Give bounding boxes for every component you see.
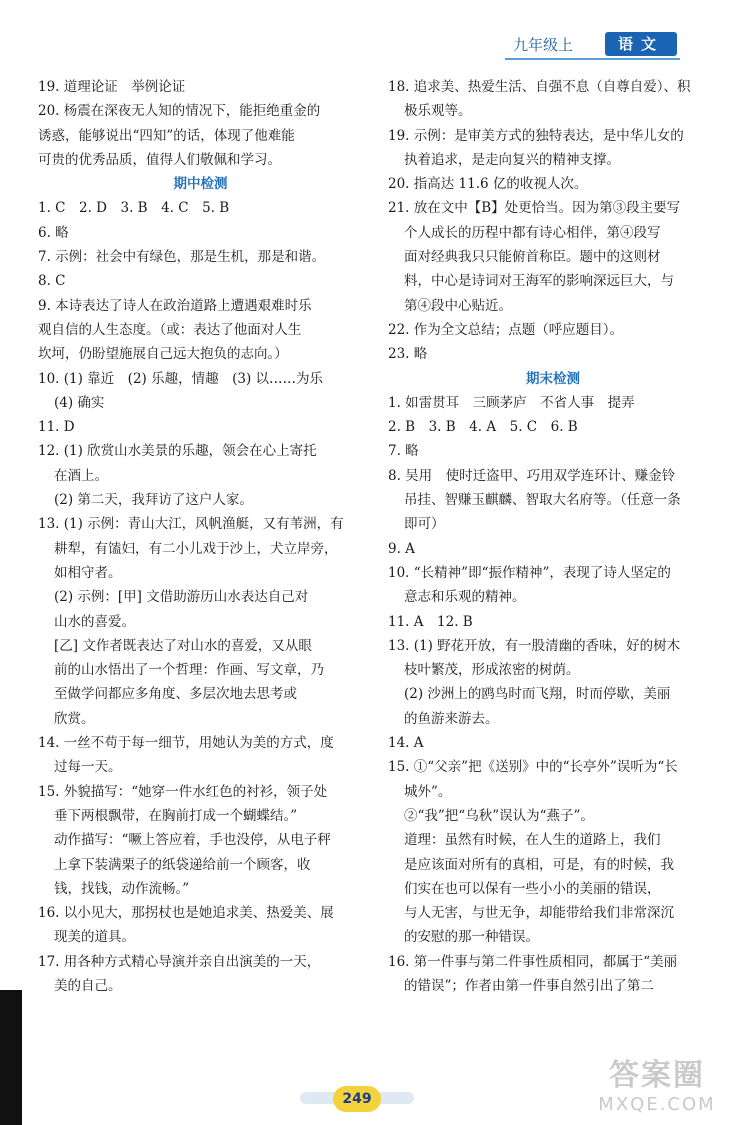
section-heading: 期中检测 — [173, 176, 228, 193]
answer-line: 的鱼游来游去。 — [404, 710, 499, 727]
section-heading: 期末检测 — [526, 370, 580, 387]
subject-badge: 语文 — [605, 32, 677, 56]
answer-line: 即可） — [404, 516, 445, 533]
answer-line: 动作描写：“噘上答应着，手也没停，从电子秤 — [54, 832, 331, 849]
answer-line: 11. D — [38, 419, 75, 436]
answer-line: 14. 一丝不苟于每一细节，用她认为美的方式，度 — [38, 735, 334, 752]
left-column — [38, 75, 363, 998]
answer-line: ②“我”把“乌秋”误认为“燕子”。 — [404, 807, 594, 824]
answer-line: 面对经典我只只能俯首称臣。题中的这则材 — [404, 249, 661, 266]
answer-line: 1. 如雷贯耳 三顾茅庐 不省人事 提弄 — [388, 394, 635, 411]
page-edge-shadow — [0, 990, 22, 1125]
answer-line: 与人无害，与世无争，却能带给我们非常深沉 — [404, 905, 674, 922]
answer-line: 13. (1) 野花开放，有一股清幽的香味，好的树木 — [388, 637, 681, 654]
watermark-url: MXQE.COM — [598, 1094, 716, 1115]
header-rule — [505, 58, 680, 60]
watermark-logo — [582, 1058, 732, 1122]
answer-line: 料，中心是诗词对王海军的影响深远巨大，与 — [404, 273, 674, 290]
answer-line: 19. 示例：是审美方式的独特表达，是中华儿女的 — [388, 127, 684, 144]
answer-line: 枝叶繁茂，形成浓密的树荫。 — [404, 662, 580, 679]
answer-line: 12. (1) 欣赏山水美景的乐趣，领会在心上寄托 — [38, 443, 317, 460]
answer-line: 15. ①“父亲”把《送别》中的“长亭外”误听为“长 — [388, 759, 678, 776]
grade-label: 九年级上 — [513, 36, 574, 54]
answer-line: 16. 第一件事与第二件事性质相同，都属于“美丽 — [388, 953, 678, 970]
answer-line: 山水的喜爱。 — [54, 613, 135, 630]
answer-line: 观自信的人生态度。（或：表达了他面对人生 — [38, 321, 302, 338]
answer-line: 8. C — [38, 273, 66, 290]
answer-line: 20. 杨震在深夜无人知的情况下，能拒绝重金的 — [38, 103, 321, 120]
answer-line: 垂下两根飘带，在胸前打成一个蝴蝶结。” — [54, 807, 298, 824]
answer-line: 7. 示例：社会中有绿色，那是生机，那是和谐。 — [38, 249, 326, 266]
answer-line: 8. 吴用 使时迁盗甲、巧用双学连环计、赚金铃 — [388, 467, 676, 484]
answer-line: 在酒上。 — [54, 467, 108, 484]
answer-line: 6. 略 — [38, 224, 69, 241]
answer-line: 耕犁，有馌妇，有二小儿戏于沙上，犬立岸旁， — [54, 540, 338, 557]
answer-line: 23. 略 — [388, 346, 428, 363]
answer-line: 16. 以小见大，那拐杖也是她追求美、热爱美、展 — [38, 905, 334, 922]
answer-line: [乙] 文作者既表达了对山水的喜爱，又从眼 — [54, 637, 312, 654]
answer-line: 19. 道理论证 举例论证 — [38, 79, 186, 95]
answer-line: 城外”。 — [404, 783, 452, 800]
answer-line: (2) 示例：[甲] 文借助游历山水表达自己对 — [54, 589, 309, 606]
answer-line: 是应该面对所有的真相，可是，有的时候，我 — [404, 856, 674, 873]
page-header — [505, 32, 680, 62]
answer-line: 至做学问都应多角度、多层次地去思考或 — [54, 686, 297, 703]
answer-line: 10. “长精神”即“振作精神”，表现了诗人坚定的 — [388, 564, 671, 581]
answer-line: 1. C 2. D 3. B 4. C 5. B — [38, 200, 230, 217]
answer-line: 前的山水悟出了一个哲理：作画、写文章，乃 — [54, 662, 324, 679]
answer-line: 7. 略 — [388, 443, 419, 460]
answer-line: 钱，找钱，动作流畅。” — [54, 880, 190, 897]
answer-line: 13. (1) 示例：青山大江，风帆渔艇，又有苇洲，有 — [38, 516, 344, 533]
answer-line: 的安慰的那一种错误。 — [404, 929, 539, 946]
answer-line: 执着追求，是走向复兴的精神支撑。 — [404, 151, 620, 168]
answer-line: (2) 第二天，我拜访了这户人家。 — [54, 492, 253, 509]
answer-line: 18. 追求美、热爱生活、自强不息（自尊自爱）、积 — [388, 79, 691, 95]
answer-line: 坎坷，仍盼望施展自己远大抱负的志向。） — [38, 346, 288, 363]
watermark-text: 答案圈 — [609, 1058, 705, 1093]
answer-line: 过每一天。 — [54, 759, 122, 776]
answer-line: 2. B 3. B 4. A 5. C 6. B — [388, 419, 578, 436]
answer-line: 11. A 12. B — [388, 613, 473, 630]
answer-line: (4) 确实 — [54, 394, 105, 411]
page-number: 249 — [333, 1086, 381, 1112]
answer-line: 吊挂、智赚玉麒麟、智取大名府等。（任意一条 — [404, 492, 681, 509]
answer-line: 如相守者。 — [54, 564, 122, 581]
answer-line: 现美的道具。 — [54, 929, 135, 946]
answer-line: 美的自己。 — [54, 977, 122, 994]
answer-line: 欣赏。 — [54, 710, 95, 727]
answer-line: 第④段中心贴近。 — [404, 297, 512, 314]
right-column — [388, 75, 718, 998]
answer-line: 22. 作为全文总结；点题（呼应题目）。 — [388, 321, 624, 338]
answer-line: 20. 指高达 11.6 亿的收视人次。 — [388, 176, 588, 193]
answer-line: 9. 本诗表达了诗人在政治道路上遭遇艰难时乐 — [38, 297, 312, 314]
answer-line: 们实在也可以保有一些小小的美丽的错误， — [404, 880, 661, 897]
answer-line: 诱惑，能够说出“四知”的话，体现了他难能 — [38, 127, 295, 144]
answer-line: 21. 放在文中【B】处更恰当。因为第③段主要写 — [388, 200, 681, 217]
answer-line: 极乐观等。 — [404, 103, 472, 120]
answer-line: 的错误”；作者由第一件事自然引出了第二 — [404, 977, 654, 994]
answer-line: 17. 用各种方式精心导演并亲自出演美的一天， — [38, 953, 321, 970]
answer-line: 9. A — [388, 540, 415, 557]
answer-line: 道理：虽然有时候，在人生的道路上，我们 — [404, 832, 661, 849]
answer-line: (2) 沙洲上的鸥鸟时而飞翔，时而停歇，美丽 — [404, 686, 671, 703]
answer-line: 个人成长的历程中都有诗心相伴，第④段写 — [404, 224, 661, 241]
answer-line: 可贵的优秀品质，值得人们敬佩和学习。 — [38, 151, 281, 168]
answer-line: 15. 外貌描写：“她穿一件水红色的衬衫，领子处 — [38, 783, 328, 800]
answer-line: 14. A — [388, 735, 424, 752]
answer-line: 10. (1) 靠近 (2) 乐趣，情趣 (3) 以……为乐 — [38, 370, 324, 387]
answer-line: 意志和乐观的精神。 — [404, 589, 526, 606]
answer-line: 上拿下装满栗子的纸袋递给前一个顾客，收 — [54, 856, 311, 873]
